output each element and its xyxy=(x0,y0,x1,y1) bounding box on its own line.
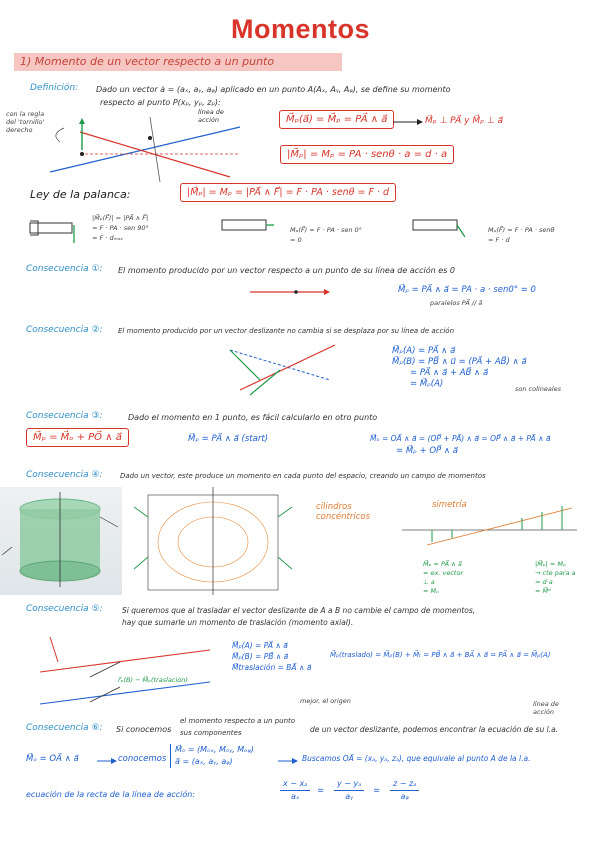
eq-fraction-z xyxy=(390,778,419,803)
consecuencia-6-start: M⃗ₒ = OA⃗ ∧ a⃗ xyxy=(26,754,79,764)
side-note: con la regla del 'tornillo' derecho xyxy=(6,110,45,134)
palanca-case-1-line: = F · dₘₐₓ xyxy=(92,234,124,242)
eq-denominator: aᵧ xyxy=(345,792,354,801)
palanca-case-2-line: Mₚ(F⃗) = F · PA · sen 0° xyxy=(290,226,362,234)
definicion-tag: Definición: xyxy=(30,83,79,93)
conocemos-components xyxy=(170,744,254,768)
palanca-formula-box: |M⃗ₚ| = Mₚ = |PA⃗ ∧ F⃗| = F · PA · senθ = F · d xyxy=(180,183,396,202)
palanca-case-1-line: |M⃗ₚ(F⃗)| = |PA⃗ ∧ F⃗| xyxy=(92,214,149,222)
consecuencia-4-tag: Consecuencia ④: xyxy=(26,470,103,480)
field-label: = d·a xyxy=(535,578,553,586)
component-line: a⃗ = (aₓ, aᵧ, aᵩ) xyxy=(175,757,233,766)
consecuencia-6-text-d: de un vector deslizante, podemos encontrar la ecuación de su l.a. xyxy=(310,725,559,734)
consecuencia-3-formula-b: M⃗ₒ = OA⃗ ∧ a⃗ = (OP⃗ + PA⃗) ∧ a⃗ = OP⃗ ∧ a⃗ + PA⃗ ∧ a⃗ xyxy=(370,434,551,443)
palanca-case-1 xyxy=(92,213,149,243)
eq-numerator: y − yₐ xyxy=(334,778,364,791)
arrow-icon xyxy=(393,118,423,126)
consecuencia-2-note: son colineales xyxy=(515,385,562,393)
eq-denominator: aₓ xyxy=(290,792,300,801)
palanca-case-3-line: Mₚ(F⃗) = F · PA · senθ xyxy=(488,226,555,234)
wrench-icon-3 xyxy=(413,215,465,239)
field-label: → cte para a xyxy=(535,569,576,577)
simetria-label: simetría xyxy=(432,500,467,510)
consecuencia-3-formula-c: = M⃗ₚ + OP⃗ ∧ a⃗ xyxy=(396,446,458,456)
consecuencia-4-text: Dado un vector, este produce un momento en cada punto del espacio, creando un campo de momentos xyxy=(120,472,486,480)
consecuencia-2-line: = M⃗ₚ(A) xyxy=(410,379,444,389)
consecuencia-6-text-b: el momento respecto a un punto xyxy=(180,717,296,725)
cilindros-label: cilindros concéntricos xyxy=(316,502,371,522)
arrow-icon xyxy=(278,757,298,765)
palanca-case-2-line: = 0 xyxy=(290,236,302,244)
note-top: mejor, el origen xyxy=(300,697,351,705)
sliding-vector-diagram xyxy=(220,340,340,400)
consecuencia-5-tag: Consecuencia ⑤: xyxy=(26,604,103,614)
eq-denominator: aᵩ xyxy=(400,792,409,801)
equals-sign: = xyxy=(373,786,381,796)
traslacion-label: r⃗ₚ(B) − M⃗ₚ(traslación) xyxy=(118,676,188,684)
section-heading: 1) Momento de un vector respecto a un punto xyxy=(14,53,342,71)
consecuencia-1-formula: M⃗ₚ = PA⃗ ∧ a⃗ = PA · a · sen0° = 0 xyxy=(398,285,536,295)
perp-formula: M⃗ₚ ⊥ PA⃗ y M⃗ₚ ⊥ a⃗ xyxy=(425,116,504,126)
definicion-text-b: respecto al punto P(xₚ, yₚ, zₚ): xyxy=(100,98,221,107)
palanca-case-3-line: = F · d xyxy=(488,236,510,244)
equals-sign: = xyxy=(317,786,325,796)
consecuencia-2-line: M⃗ₚ(A) = PA⃗ ∧ a⃗ xyxy=(392,346,456,356)
field-label: = ex. vector xyxy=(423,569,464,577)
linea-accion-label: línea de acción xyxy=(198,108,224,124)
collinear-diagram xyxy=(210,280,330,302)
eq-numerator: x − xₐ xyxy=(280,778,310,791)
eq-fraction-x xyxy=(280,778,310,803)
consecuencia-6-tag: Consecuencia ⑥: xyxy=(26,723,103,733)
consecuencia-2-line: = PA⃗ ∧ a⃗ + AB⃗ ∧ a⃗ xyxy=(410,368,489,378)
consecuencia-6-text-c: sus componentes xyxy=(180,729,242,737)
consecuencia-1-tag: Consecuencia ①: xyxy=(26,264,103,274)
traslacion-diagram xyxy=(30,632,220,712)
field-label: ⊥ a xyxy=(423,578,435,586)
consecuencia-2-lines xyxy=(392,346,527,390)
ecuacion-label: ecuación de la recta de la línea de acción: xyxy=(26,790,196,799)
arrow-icon xyxy=(97,757,117,765)
consecuencia-1-note: paralelos PA⃗ // a⃗ xyxy=(430,299,483,307)
eq-fraction-y xyxy=(334,778,364,803)
consecuencia-5-line: M⃗ₚ(A) = PA⃗ ∧ a⃗ xyxy=(232,641,288,650)
consecuencia-5-lines xyxy=(232,640,311,673)
consecuencia-2-line: M⃗ₚ(B) = PB⃗ ∧ u⃗ = (PA⃗ + AB⃗) ∧ a⃗ xyxy=(392,357,527,367)
conocemos-label: conocemos xyxy=(118,754,167,764)
field-lines-diagram xyxy=(128,487,296,597)
field-label: M⃗ₚ = PA⃗ ∧ a⃗ xyxy=(423,560,462,568)
consecuencia-5-line: M⃗traslación = BA⃗ ∧ a⃗ xyxy=(232,663,312,672)
cylinder-image xyxy=(0,487,122,595)
consecuencia-5-text-b: hay que sumarle un momento de traslación (momento axial). xyxy=(122,618,354,627)
field-label: |M⃗ₚ| = Mₚ xyxy=(535,560,566,568)
definicion-diagram xyxy=(40,112,260,192)
consecuencia-5-line: M⃗ₚ(B) = PB⃗ ∧ a⃗ xyxy=(232,652,289,661)
palanca-case-1-line: = F · PA · sen 90° xyxy=(92,224,149,232)
field-label: = M⃗ᵈ xyxy=(535,587,551,595)
consecuencia-5-result: M⃗ₚ(traslado) = M⃗ₚ(B) + M⃗ₜ = PB⃗ ∧ a⃗ + BA⃗ ∧ a⃗ = PA⃗ ∧ a⃗ = M⃗ₚ(A) xyxy=(330,651,551,659)
modulus-formula-box: |M⃗ₚ| = Mₚ = PA · senθ · a = d · a xyxy=(280,145,454,164)
consecuencia-6-text-a: Si conocemos xyxy=(116,725,172,734)
consecuencia-2-tag: Consecuencia ②: xyxy=(26,325,103,335)
note-right: línea de acción xyxy=(533,700,559,716)
page-title: Momentos xyxy=(231,14,370,44)
consecuencia-3-formula-a: M⃗ₚ = PA⃗ ∧ a⃗ (start) xyxy=(188,434,268,444)
palanca-tag: Ley de la palanca: xyxy=(30,188,131,201)
wrench-icon-2 xyxy=(222,215,274,235)
buscamos-text: Buscamos OA⃗ = (xₐ, yₐ, zₐ), que equivale al punto A de la l.a. xyxy=(302,754,531,763)
consecuencia-3-text: Dado el momento en 1 punto, es fácil calcularlo en otro punto xyxy=(128,413,378,422)
consecuencia-5-text-a: Si queremos que al trasladar el vector deslizante de A a B no cambie el campo de momentos, xyxy=(122,606,476,615)
consecuencia-2-text: El momento producido por un vector deslizante no cambia si se desplaza por su línea de acción xyxy=(118,327,455,335)
field-labels-left xyxy=(423,560,463,596)
field-graph xyxy=(402,490,582,560)
moment-formula-box: M⃗ₚ(a⃗) = M⃗ₚ = PA⃗ ∧ a⃗ xyxy=(279,110,394,129)
consecuencia-3-box: M⃗ₚ = M⃗ₒ + PO⃗ ∧ a⃗ xyxy=(26,428,129,447)
consecuencia-1-text: El momento producido por un vector respecto a un punto de su línea de acción es 0 xyxy=(118,266,455,275)
definicion-text-a: Dado un vector ȧ = (aₓ, aᵧ, aᵩ) aplicado en un punto A(Aₓ, Aᵧ, Aᵩ), se define su momento xyxy=(96,85,451,94)
eq-numerator: z − zₐ xyxy=(390,778,419,791)
field-labels-right xyxy=(535,560,576,596)
consecuencia-3-tag: Consecuencia ③: xyxy=(26,411,103,421)
component-line: M⃗ₒ = (Mₒₓ, Mₒᵧ, Mₒᵩ) xyxy=(175,745,254,754)
palanca-case-3 xyxy=(488,225,554,245)
palanca-case-2 xyxy=(290,225,362,245)
field-label: = Mₚ xyxy=(423,587,439,595)
wrench-icon-1 xyxy=(30,215,80,245)
